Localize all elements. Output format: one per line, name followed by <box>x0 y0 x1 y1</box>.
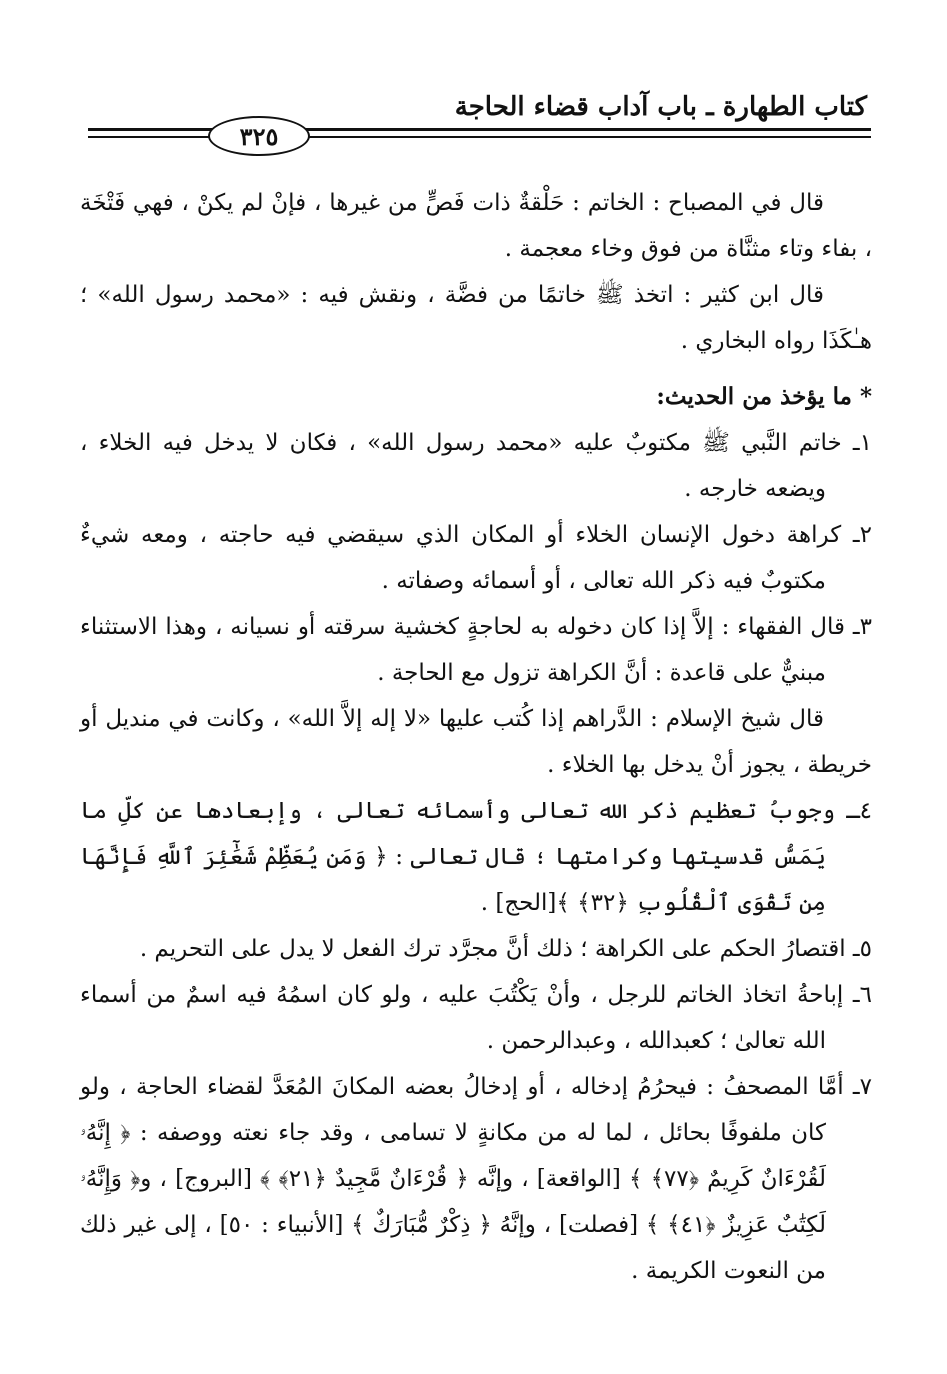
list-item-7: ٧ـ أمَّا المصحفُ : فيحرُمُ إدخاله ، أو إدخالُ بعضه المكانَ المُعَدَّ لقضاء الحاجة ، ولو كان ملفوفًا بحائل ، لما له من مكانةٍ لا تسامى ، وقد جاء نعته ووصفه : ﴿ إِنَّهُۥ لَقُرْءَانٌ كَرِيمٌ ﴿٧٧﴾ ﴾ [الواقعة] ، وإنَّه ﴿ قُرْءَانٌ مَّجِيدٌ ﴿٢١﴾ ﴾ [البروج] ، و﴿ وَإِنَّهُۥ لَكِتَٰبٌ عَزِيزٌ ﴿٤١﴾ ﴾ [فصلت] ، وإنَّهُ ﴿ ذِكْرٌ مُّبَارَكٌ ﴾ [الأنبياء : ٥٠] ، إلى غير ذلك من النعوت الكريمة . <box>80 1074 872 1284</box>
section-heading: * ما يؤخذ من الحديث: <box>656 383 872 410</box>
running-title: كتاب الطهارة ـ باب آداب قضاء الحاجة <box>454 92 867 122</box>
body-text <box>80 180 872 1294</box>
paragraph-shaykh-al-islam: قال شيخ الإسلام : الدَّراهم إذا كُتب عليها «لا إله إلاَّ الله» ، وكانت في منديل أو خريطة ، يجوز أنْ يدخل بها الخلاء . <box>80 706 872 778</box>
paragraph-ibn-kathir: قال ابن كثير : اتخذ ﷺ خاتمًا من فضَّة ، ونقش فيه : «محمد رسول الله» ؛ هـٰكَذَا رواه البخاري . <box>80 282 872 354</box>
paragraph-misbah: قال في المصباح : الخاتم : حَلْقةٌ ذات فَصٍّ من غيرها ، فإنْ لم يكنْ ، فهي فَتْخَة ، بفاء وتاء مثنَّاة من فوق وخاء معجمة . <box>80 190 872 262</box>
list-item-3: ٣ـ قال الفقهاء : إلاَّ إذا كان دخوله به لحاجةٍ كخشية سرقته أو نسيانه ، وهذا الاستثناء مبنيٌّ على قاعدة : أنَّ الكراهة تزول مع الحاجة . <box>80 614 872 686</box>
list-item-6: ٦ـ إباحةُ اتخاذ الخاتم للرجل ، وأنْ يَكْتُبَ عليه ، ولو كان اسمُهُ فيه اسمٌ من أسماء الله تعالىٰ ؛ كعبدالله ، وعبدالرحمن . <box>80 982 872 1054</box>
list-item-4: ٤ـ وجوبُ تعظيم ذكر الله تعالى وأسمائه تعالى ، وإبعادها عن كلِّ ما يَمَسُّ قدسيتها وكرامتها ؛ قال تعالى : ﴿ وَمَن يُعَظِّمْ شَعَٰٓئِرَ ٱللَّهِ فَإِنَّهَا مِن تَقْوَى ٱلْقُلُوبِ ﴿٣٢﴾ ﴾[الحج] . <box>80 798 872 916</box>
page-number: ٣٢٥ <box>208 116 310 156</box>
list-item-2: ٢ـ كراهة دخول الإنسان الخلاء أو المكان الذي سيقضي فيه حاجته ، ومعه شيءٌ مكتوبٌ فيه ذكر الله تعالى ، أو أسمائه وصفاته . <box>80 522 872 594</box>
header-rule-thin <box>88 136 871 138</box>
list-item-1: ١ـ خاتم النَّبي ﷺ مكتوبٌ عليه «محمد رسول الله» ، فكان لا يدخل فيه الخلاء ، ويضعه خارجه . <box>80 430 872 502</box>
header-rule <box>88 128 871 131</box>
list-item-5: ٥ـ اقتصارُ الحكم على الكراهة ؛ ذلك أنَّ مجرَّد ترك الفعل لا يدل على التحريم . <box>139 936 872 962</box>
